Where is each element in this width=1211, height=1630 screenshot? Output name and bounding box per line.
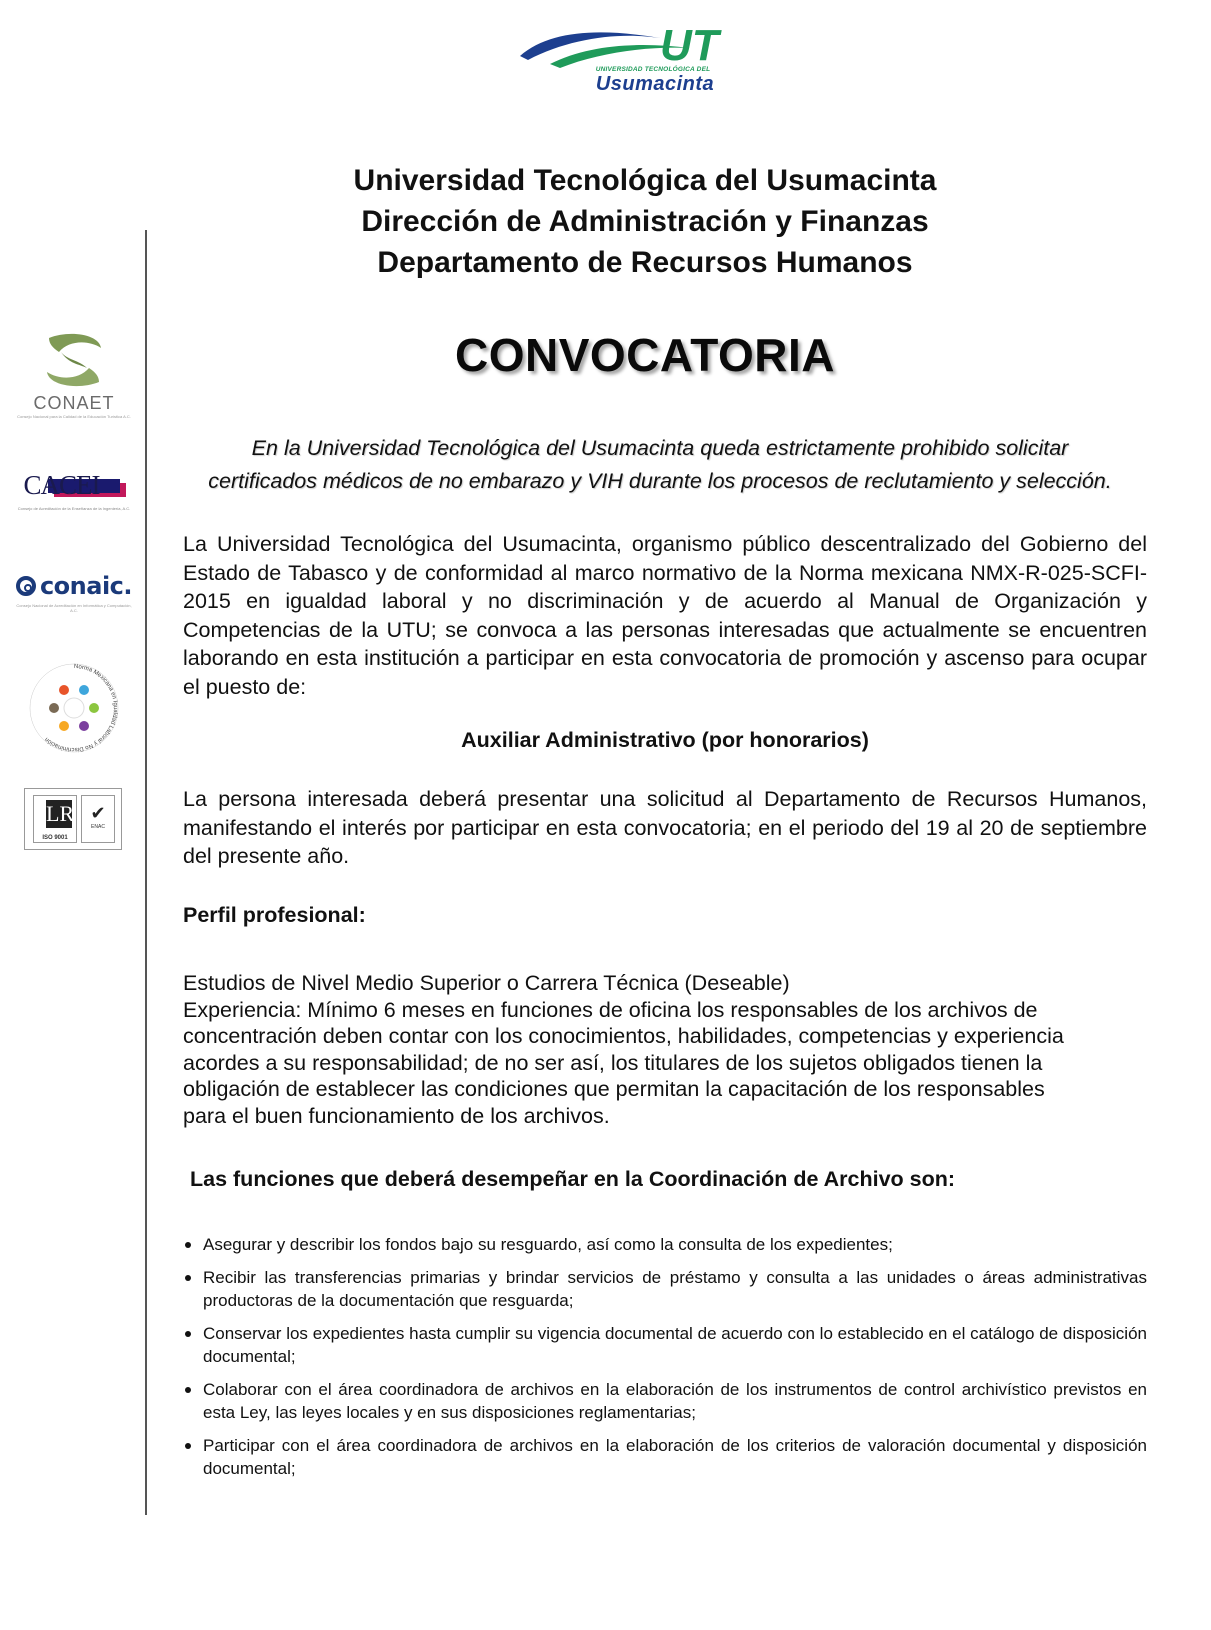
bullet-icon	[185, 1387, 191, 1393]
intro-paragraph: La Universidad Tecnológica del Usumacinta, organismo público descentralizado del Gobierno del Estado de Tabasco y de conformidad al marco normativo de la Norma mexicana NMX-R-025-SCFI-2015 en igualdad laboral y no discriminación y de acuerdo al Manual de Organización y Competencias de la UTU; se convoca a las personas interesadas que actualmente se encuentren laborando en esta institución a participar en esta convocatoria de promoción y ascenso para ocupar el puesto de:	[183, 532, 1147, 699]
profile-experience-line: acordes a su responsabilidad; de no ser así, los titulares de los sujetos obligados tienen la	[183, 1050, 1043, 1075]
iso-9001-certification-logo	[24, 788, 122, 850]
ut-swoosh-icon	[520, 20, 750, 70]
list-item: Asegurar y describir los fondos bajo su resguardo, así como la consulta de los expedientes;	[183, 1233, 1147, 1256]
institution-header	[300, 160, 990, 283]
igualdad-people-circle-icon	[26, 660, 122, 756]
list-item: Recibir las transferencias primarias y brindar servicios de préstamo y consulta a las unidades o áreas administrativas productoras de la documentación que resguarda;	[183, 1266, 1147, 1312]
lr-mark: LR	[46, 801, 75, 826]
profile-experience-line: Experiencia: Mínimo 6 meses en funciones de oficina los responsables de los archivos de	[183, 997, 1038, 1022]
checkmark-icon: ✔	[90, 803, 106, 823]
cacei-subtitle: Consejo de Acreditación de la Enseñanza de la Ingeniería, A.C.	[17, 506, 131, 511]
profile-heading: Perfil profesional:	[183, 903, 366, 927]
functions-heading: Las funciones que deberá desempeñar en la Coordinación de Archivo son:	[190, 1167, 956, 1191]
list-item: Participar con el área coordinadora de archivos en la elaboración de los criterios de valoración documental y disposición documental;	[183, 1434, 1147, 1480]
profile-studies: Estudios de Nivel Medio Superior o Carrera Técnica (Deseable)	[183, 971, 790, 995]
page-title: CONVOCATORIA	[455, 329, 835, 381]
conaet-name: CONAET	[33, 393, 115, 413]
profile-experience-line: concentración deben contar con los conocimientos, habilidades, competencias y experiencia	[183, 1024, 1064, 1048]
bullet-icon	[185, 1331, 191, 1337]
position-title: Auxiliar Administrativo (por honorarios)	[461, 728, 869, 752]
lloyds-register-badge	[33, 795, 77, 843]
notice-line-2: certificados médicos de no embarazo y VIH durante los procesos de reclutamiento y selección.	[208, 469, 1112, 493]
non-discrimination-notice	[180, 432, 1140, 498]
profile-experience-line: obligación de establecer las condiciones que permitan la capacitación de los responsables	[183, 1077, 1045, 1101]
svg-text:UT: UT	[660, 21, 719, 70]
cacei-name: CACEI	[23, 470, 100, 500]
functions-list	[183, 1233, 1147, 1490]
ut-usumacinta-logo	[520, 20, 750, 102]
bullet-icon	[185, 1443, 191, 1449]
igualdad-laboral-seal	[26, 660, 122, 756]
application-paragraph: La persona interesada deberá presentar una solicitud al Departamento de Recursos Humanos, manifestando el interés por participar en esta convocatoria; en el periodo del 19 al 20 de septiembre del presente año.	[183, 787, 1147, 868]
list-item: Colaborar con el área coordinadora de archivos en la elaboración de los instrumentos de control archivístico previstos en esta Ley, las leyes locales y en sus disposiciones reglamentarias;	[183, 1378, 1147, 1424]
ut-logo-tagline: UNIVERSIDAD TECNOLÓGICA DEL	[595, 66, 711, 73]
conaic-name: conaic.	[39, 572, 133, 600]
conaet-logo	[14, 330, 134, 440]
svg-text:Norma Mexicana en Igualdad Lab: Norma Mexicana en Igualdad Laboral y No Discriminación	[44, 663, 118, 753]
list-item: Conservar los expedientes hasta cumplir su vigencia documental de acuerdo con lo establecido en el catálogo de disposición documental;	[183, 1322, 1147, 1368]
bullet-icon	[185, 1242, 191, 1248]
iso-label: ISO 9001	[42, 835, 68, 841]
conaic-subtitle: Consejo Nacional de Acreditación en Informática y Computación, A.C.	[16, 603, 132, 613]
conaic-logo	[14, 572, 134, 622]
enac-label: ENAC	[91, 824, 105, 830]
enac-badge	[81, 795, 115, 843]
vertical-divider	[145, 230, 147, 1515]
notice-line-1: En la Universidad Tecnológica del Usumacinta queda estrictamente prohibido solicitar	[251, 436, 1069, 460]
bullet-icon	[185, 1275, 191, 1281]
profile-experience-line: para el buen funcionamiento de los archivos.	[183, 1103, 610, 1128]
header-department: Departamento de Recursos Humanos	[377, 246, 913, 279]
conaet-swirl-icon	[39, 330, 109, 390]
conaet-subtitle: Consejo Nacional para la Calidad de la Educación Turística A.C.	[17, 414, 131, 419]
conaic-ring-icon	[16, 576, 36, 596]
profile-body	[183, 970, 1147, 1129]
cacei-logo	[14, 472, 134, 532]
header-direction: Dirección de Administración y Finanzas	[361, 205, 929, 238]
ut-logo-name: Usumacinta	[595, 73, 715, 95]
header-university: Universidad Tecnológica del Usumacinta	[353, 164, 937, 197]
